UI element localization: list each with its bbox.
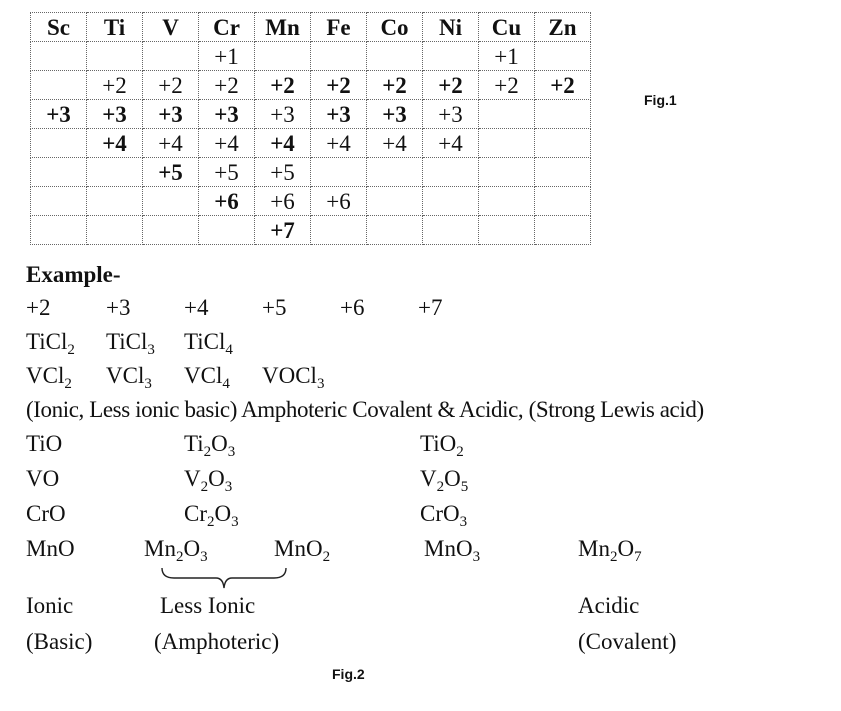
oxidation-state-cell — [143, 216, 199, 245]
formula: MnO$_3$ — [424, 536, 481, 565]
oxidation-state-cell — [423, 216, 479, 245]
oxidation-state-cell — [535, 129, 591, 158]
oxidation-state-cell — [143, 42, 199, 71]
formula: TiCl$_3$ — [106, 329, 155, 358]
oxidation-state-cell: +6 — [199, 187, 255, 216]
oxidation-state-cell — [479, 100, 535, 129]
oxidation-state-cell: +2 — [143, 71, 199, 100]
oxidation-state-cell: +4 — [143, 129, 199, 158]
oxidation-state-cell — [31, 42, 87, 71]
oxidation-state-cell — [311, 42, 367, 71]
oxidation-state-cell — [31, 216, 87, 245]
oxidation-state-cell: +3 — [31, 100, 87, 129]
oxidation-state-cell: +3 — [311, 100, 367, 129]
oxidation-state-cell — [535, 187, 591, 216]
oxidation-state-cell — [255, 42, 311, 71]
oxidation-state-cell — [535, 158, 591, 187]
oxidation-state-cell: +5 — [255, 158, 311, 187]
oxidation-state-cell: +2 — [367, 71, 423, 100]
curly-brace-icon — [160, 566, 288, 592]
oxidation-state-cell — [311, 158, 367, 187]
oxidation-state-cell — [479, 216, 535, 245]
covalent-label: (Covalent) — [578, 629, 677, 654]
table-row — [31, 129, 591, 158]
oxidation-state-cell — [311, 216, 367, 245]
oxidation-state-cell — [535, 216, 591, 245]
acidic-label: Acidic — [578, 593, 640, 618]
oxidation-state-cell: +1 — [199, 42, 255, 71]
oxidation-state-cell: +5 — [143, 158, 199, 187]
formula: $Ti_2O_3$ — [184, 431, 236, 460]
element-header: Cu — [479, 13, 535, 42]
formula: CrO — [26, 501, 66, 526]
oxidation-state-cell: +3 — [87, 100, 143, 129]
oxidation-state-cell: +3 — [143, 100, 199, 129]
element-header: Zn — [535, 13, 591, 42]
element-header: Mn — [255, 13, 311, 42]
formula: $V_2O_5$ — [420, 466, 469, 495]
formula: MnO — [26, 536, 75, 561]
oxidation-state-cell: +4 — [311, 129, 367, 158]
fig1-label: Fig.1 — [644, 92, 677, 108]
element-header: Cr — [199, 13, 255, 42]
formula: VCl$_4$ — [184, 363, 230, 392]
oxidation-state-cell — [423, 158, 479, 187]
formula: VO — [26, 466, 60, 491]
oxidation-state-cell — [31, 158, 87, 187]
oxidation-state-cell — [367, 42, 423, 71]
oxidation-state-cell: +3 — [199, 100, 255, 129]
state-label: +4 — [184, 295, 209, 320]
oxidation-state-table — [30, 12, 591, 245]
table-row — [31, 216, 591, 245]
basic-label: (Basic) — [26, 629, 93, 654]
state-label: +6 — [340, 295, 365, 320]
oxidation-state-cell — [87, 216, 143, 245]
oxidation-state-cell: +4 — [367, 129, 423, 158]
oxidation-state-cell: +2 — [535, 71, 591, 100]
oxidation-state-cell — [535, 42, 591, 71]
state-label: +5 — [262, 295, 287, 320]
oxidation-state-cell: +4 — [255, 129, 311, 158]
oxidation-state-cell — [87, 158, 143, 187]
oxidation-state-cell — [535, 100, 591, 129]
example-heading: Example- — [26, 262, 121, 287]
oxidation-state-cell — [479, 129, 535, 158]
formula: TiO — [26, 431, 63, 456]
element-header: Ni — [423, 13, 479, 42]
table-row — [31, 187, 591, 216]
fig2-label: Fig.2 — [332, 666, 365, 682]
oxidation-state-cell — [367, 187, 423, 216]
oxidation-state-cell: +2 — [199, 71, 255, 100]
oxidation-state-cell — [87, 187, 143, 216]
element-header: V — [143, 13, 199, 42]
element-header: Co — [367, 13, 423, 42]
oxidation-state-cell — [367, 216, 423, 245]
oxidation-state-cell — [31, 129, 87, 158]
oxidation-state-cell — [87, 42, 143, 71]
table-row — [31, 158, 591, 187]
oxidation-state-cell — [31, 187, 87, 216]
oxidation-state-cell — [479, 187, 535, 216]
oxidation-state-cell: +2 — [255, 71, 311, 100]
table-row — [31, 71, 591, 100]
oxidation-state-cell: +4 — [423, 129, 479, 158]
oxidation-state-cell: +2 — [87, 71, 143, 100]
oxidation-state-cell: +1 — [479, 42, 535, 71]
oxidation-state-cell: +4 — [199, 129, 255, 158]
oxidation-state-cell: +7 — [255, 216, 311, 245]
table-header-row — [31, 13, 591, 42]
nature-description: (Ionic, Less ionic basic) Amphoteric Covalent & Acidic, (Strong Lewis acid) — [26, 397, 704, 422]
oxidation-state-cell: +3 — [367, 100, 423, 129]
oxidation-state-cell: +2 — [311, 71, 367, 100]
element-header: Fe — [311, 13, 367, 42]
table-row — [31, 42, 591, 71]
formula: $V_2O_3$ — [184, 466, 233, 495]
oxidation-state-cell — [423, 42, 479, 71]
oxidation-state-cell: +2 — [423, 71, 479, 100]
formula: TiCl$_2$ — [26, 329, 75, 358]
oxidation-state-cell — [423, 187, 479, 216]
oxidation-state-cell: +5 — [199, 158, 255, 187]
oxidation-state-cell: +2 — [479, 71, 535, 100]
oxidation-state-cell: +3 — [255, 100, 311, 129]
oxidation-state-cell: +6 — [255, 187, 311, 216]
element-header: Ti — [87, 13, 143, 42]
oxidation-state-cell — [367, 158, 423, 187]
state-label: +7 — [418, 295, 443, 320]
ionic-label: Ionic — [26, 593, 74, 618]
formula: TiO$_2$ — [420, 431, 464, 460]
oxidation-state-cell — [143, 187, 199, 216]
formula: $Cr_2O_3$ — [184, 501, 239, 530]
less-ionic-label: Less Ionic — [160, 593, 256, 618]
formula: MnO$_2$ — [274, 536, 331, 565]
amphoteric-label: (Amphoteric) — [154, 629, 280, 654]
formula: VCl$_2$ — [26, 363, 72, 392]
state-label: +2 — [26, 295, 51, 320]
formula: VCl$_3$ — [106, 363, 152, 392]
formula: $Mn_2O_7$ — [578, 536, 642, 565]
formula: TiCl$_4$ — [184, 329, 233, 358]
formula: VOCl$_3$ — [262, 363, 325, 392]
table-row — [31, 100, 591, 129]
oxidation-state-cell: +4 — [87, 129, 143, 158]
oxidation-state-cell — [199, 216, 255, 245]
oxidation-state-cell: +6 — [311, 187, 367, 216]
oxidation-state-cell: +3 — [423, 100, 479, 129]
oxidation-state-cell — [31, 71, 87, 100]
oxidation-state-cell — [479, 158, 535, 187]
element-header: Sc — [31, 13, 87, 42]
state-label: +3 — [106, 295, 131, 320]
formula: $Mn_2O_3$ — [144, 536, 208, 565]
formula: CrO$_3$ — [420, 501, 468, 530]
